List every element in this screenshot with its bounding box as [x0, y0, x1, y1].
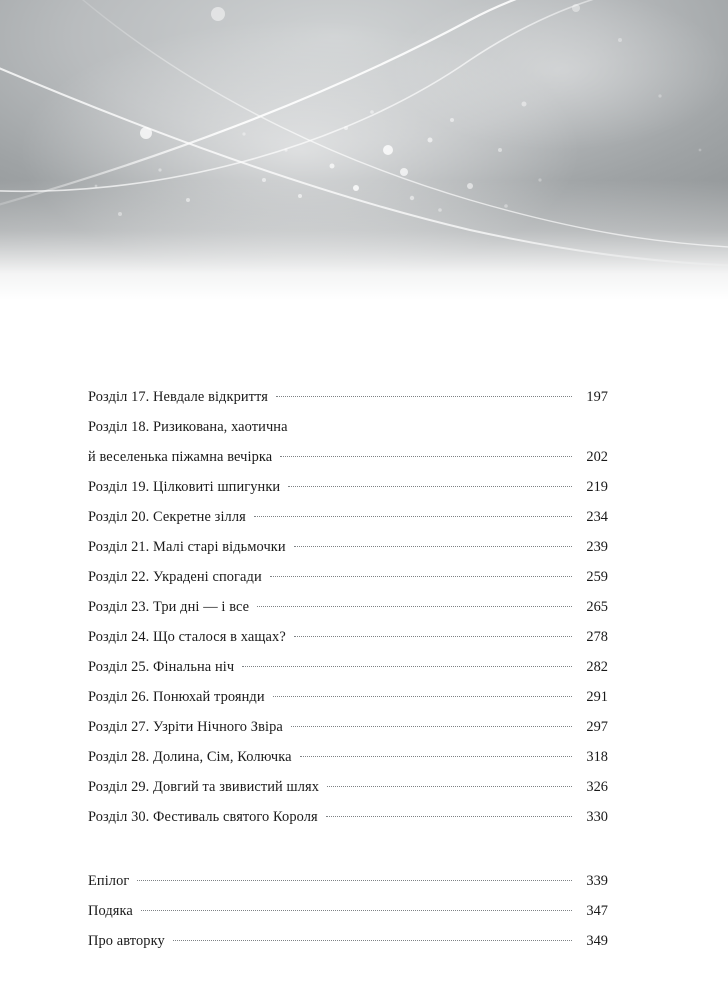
toc-entry-title: Епілог: [88, 873, 130, 889]
toc-entry-page: 349: [586, 933, 608, 949]
toc-entry[interactable]: [88, 652, 608, 682]
toc-entry-page: 197: [586, 389, 608, 405]
toc-leader-dots: [327, 785, 572, 787]
toc-entry-title: Розділ 30. Фестиваль святого Короля: [88, 809, 318, 825]
toc-entry-title: Розділ 24. Що сталося в хащах?: [88, 629, 286, 645]
toc-entry[interactable]: [88, 802, 608, 832]
toc-entry-page: 278: [586, 629, 608, 645]
toc-entry[interactable]: [88, 622, 608, 652]
toc-leader-dots: [288, 485, 572, 487]
toc-leader-dots: [273, 695, 572, 697]
toc-entry-page: 326: [586, 779, 608, 795]
toc-section-gap: [88, 832, 608, 866]
toc-leader-dots: [173, 939, 572, 941]
toc-entry[interactable]: [88, 896, 608, 926]
toc-entry[interactable]: [88, 926, 608, 956]
toc-entry[interactable]: [88, 502, 608, 532]
toc-entry-title: Розділ 29. Довгий та звивистий шлях: [88, 779, 320, 795]
toc-entry-title: Розділ 18. Ризикована, хаотична: [88, 419, 288, 435]
toc-entry-title: Розділ 22. Украдені спогади: [88, 569, 262, 585]
toc-entry-page: 202: [586, 449, 608, 465]
toc-entry-page: 330: [586, 809, 608, 825]
toc-entry[interactable]: [88, 382, 608, 412]
toc-entry-title: Розділ 23. Три дні — і все: [88, 599, 250, 615]
toc-entry[interactable]: [88, 772, 608, 802]
toc-entry-title: Розділ 28. Долина, Сім, Колючка: [88, 749, 292, 765]
toc-entry[interactable]: [88, 682, 608, 712]
toc-leader-dots: [291, 725, 572, 727]
toc-entry[interactable]: [88, 562, 608, 592]
toc-leader-dots: [300, 755, 572, 757]
toc-entry-page: 265: [586, 599, 608, 615]
toc-entry[interactable]: [88, 712, 608, 742]
toc-entry-title: Розділ 26. Понюхай троянди: [88, 689, 265, 705]
toc-entry[interactable]: [88, 866, 608, 896]
toc-entry-page: 259: [586, 569, 608, 585]
toc-entry-page: 297: [586, 719, 608, 735]
toc-entry-page: 219: [586, 479, 608, 495]
table-of-contents: [88, 382, 608, 956]
toc-leader-dots: [270, 575, 572, 577]
toc-entry[interactable]: [88, 592, 608, 622]
toc-entry-title-second-line: й веселенька піжамна вечірка: [88, 449, 273, 465]
toc-leader-dots: [254, 515, 572, 517]
toc-leader-dots: [326, 815, 572, 817]
toc-entry-page: 282: [586, 659, 608, 675]
toc-entry-title: Розділ 17. Невдале відкриття: [88, 389, 268, 405]
toc-leader-dots: [276, 395, 572, 397]
artwork-bottom-fade: [0, 180, 728, 300]
toc-entry[interactable]: [88, 412, 608, 472]
toc-entry-title: Подяка: [88, 903, 133, 919]
toc-entry-title: Розділ 25. Фінальна ніч: [88, 659, 235, 675]
toc-entry-title: Розділ 19. Цілковиті шпигунки: [88, 479, 281, 495]
toc-leader-dots: [257, 605, 572, 607]
toc-entry-title: Про авторку: [88, 933, 165, 949]
toc-leader-dots: [137, 879, 572, 881]
toc-entry[interactable]: [88, 742, 608, 772]
toc-leader-dots: [294, 635, 572, 637]
toc-entry[interactable]: [88, 532, 608, 562]
toc-entry-page: 318: [586, 749, 608, 765]
cover-artwork: [0, 0, 728, 300]
toc-entry-page: 339: [586, 873, 608, 889]
toc-entry-page: 239: [586, 539, 608, 555]
toc-entry[interactable]: [88, 472, 608, 502]
toc-leader-dots: [280, 455, 572, 457]
toc-entry-title: Розділ 21. Малі старі відьмочки: [88, 539, 286, 555]
toc-leader-dots: [294, 545, 572, 547]
toc-leader-dots: [141, 909, 572, 911]
toc-entry-page: 234: [586, 509, 608, 525]
toc-entry-title: Розділ 27. Узріти Нічного Звіра: [88, 719, 283, 735]
toc-entry-page: 347: [586, 903, 608, 919]
toc-leader-dots: [242, 665, 572, 667]
toc-entry-title: Розділ 20. Секретне зілля: [88, 509, 246, 525]
toc-entry-page: 291: [586, 689, 608, 705]
